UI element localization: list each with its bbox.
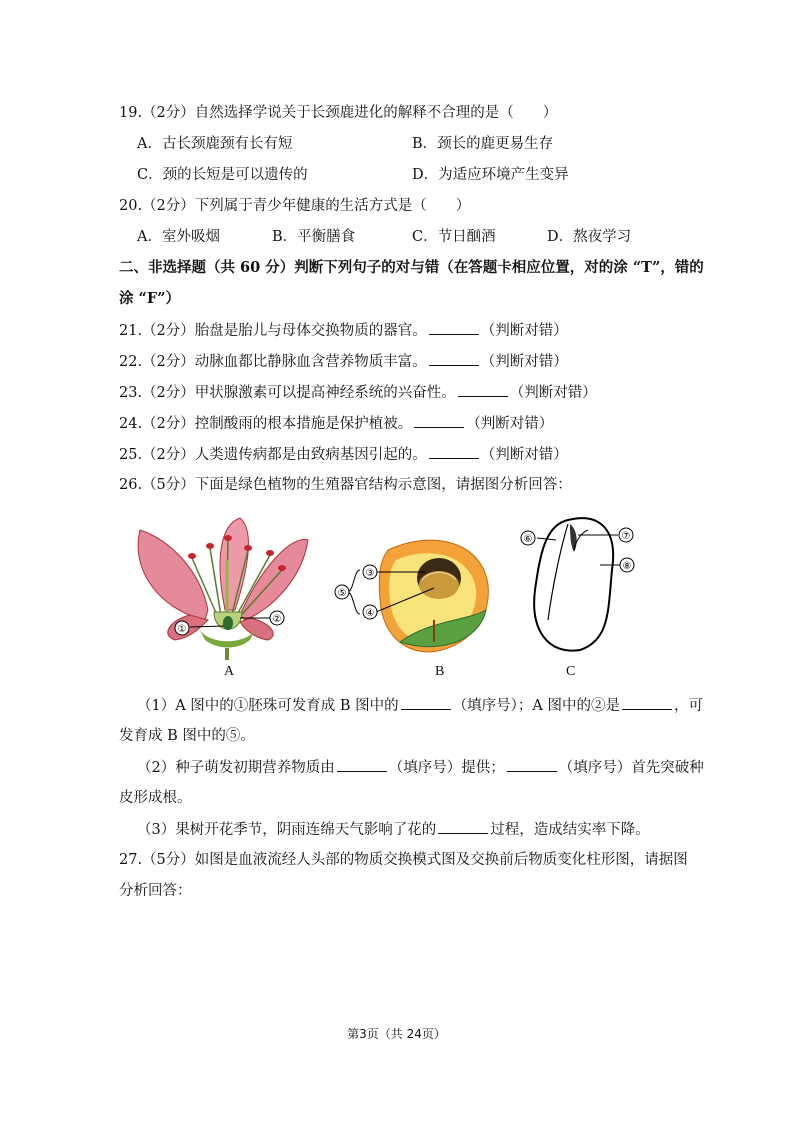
- q26-part1-c: ，可: [674, 698, 704, 714]
- q27-stem-line1: 27.（5分）如图是血液流经人头部的物质交换模式图及交换前后物质变化柱形图，请据图: [119, 852, 688, 868]
- answer-blank: [438, 819, 488, 834]
- q26-part2-a: （2）种子萌发初期营养物质由: [137, 760, 335, 776]
- marker-4: ④: [365, 608, 375, 619]
- q25-suffix: （判断对错）: [480, 447, 568, 463]
- marker-8: ⑧: [622, 561, 632, 572]
- answer-blank: [401, 695, 451, 710]
- q26-part3-b: 过程，造成结实率下降。: [490, 822, 650, 838]
- q26-part1: [137, 695, 703, 716]
- q21: [119, 320, 568, 341]
- q23: [119, 382, 597, 403]
- flower-diagram-a: [138, 518, 308, 660]
- q26-stem: 26.（5分）下面是绿色植物的生殖器官结构示意图，请据图分析回答：: [119, 477, 572, 493]
- q22: [119, 351, 568, 372]
- q21-text: 21.（2分）胎盘是胎儿与母体交换物质的器官。: [119, 323, 427, 339]
- q23-text: 23.（2分）甲状腺激素可以提高神经系统的兴奋性。: [119, 385, 456, 401]
- q26-part3: [137, 819, 650, 840]
- plant-reproductive-organs-figure: [130, 510, 670, 685]
- q26-part1-a: （1）A 图中的①胚珠可发育成 B 图中的: [137, 698, 399, 714]
- marker-6: ⑥: [523, 534, 533, 545]
- page-footer: 第3页（共 24页）: [347, 1027, 446, 1041]
- peach-fruit-diagram-b: [335, 540, 488, 652]
- q26-part2-c: （填序号）首先突破种: [558, 760, 704, 776]
- answer-blank: [458, 382, 508, 397]
- q19-stem: 19.（2分）自然选择学说关于长颈鹿进化的解释不合理的是（ ）: [119, 105, 558, 121]
- figure-label-c: C: [566, 664, 576, 679]
- q20-option-a: A．室外吸烟: [137, 229, 220, 245]
- figure-label-a: A: [224, 664, 235, 679]
- q27-stem-line2: 分析回答：: [119, 883, 192, 899]
- section-heading-line2: 涂 “F”）: [119, 290, 181, 307]
- q26-part1-cont: 发育成 B 图中的⑤。: [119, 728, 255, 744]
- q21-suffix: （判断对错）: [480, 323, 568, 339]
- answer-blank: [429, 444, 479, 459]
- marker-7: ⑦: [621, 531, 631, 542]
- q19-option-c: C．颈的长短是可以遗传的: [137, 167, 308, 183]
- q20-option-d: D．熬夜学习: [547, 229, 632, 245]
- q19-option-a: A．古长颈鹿颈有长有短: [137, 136, 293, 152]
- marker-2: ②: [272, 614, 282, 625]
- answer-blank: [507, 757, 557, 772]
- answer-blank: [429, 351, 479, 366]
- marker-1: ①: [177, 624, 187, 635]
- seed-diagram-c: [521, 518, 634, 650]
- q26-part1-b: （填序号）；A 图中的②是: [452, 698, 621, 714]
- answer-blank: [622, 695, 672, 710]
- q20-option-c: C．节日酗酒: [412, 229, 496, 245]
- q20-stem: 20.（2分）下列属于青少年健康的生活方式是（ ）: [119, 198, 471, 214]
- section-heading-line1: 二、非选择题（共 60 分）判断下列句子的对与错（在答题卡相应位置，对的涂 “T”，错的: [119, 259, 704, 276]
- answer-blank: [414, 413, 464, 428]
- q26-part2: [137, 757, 704, 778]
- answer-blank: [429, 320, 479, 335]
- q20-option-b: B．平衡膳食: [272, 229, 356, 245]
- figure-label-b: B: [435, 664, 445, 679]
- marker-3: ③: [365, 568, 375, 579]
- q26-part2-cont: 皮形成根。: [119, 790, 192, 806]
- q25-text: 25.（2分）人类遗传病都是由致病基因引起的。: [119, 447, 427, 463]
- q24-text: 24.（2分）控制酸雨的根本措施是保护植被。: [119, 416, 413, 432]
- q26-part3-a: （3）果树开花季节，阴雨连绵天气影响了花的: [137, 822, 437, 838]
- q24-suffix: （判断对错）: [466, 416, 554, 432]
- q22-suffix: （判断对错）: [480, 354, 568, 370]
- q19-option-d: D．为适应环境产生变异: [412, 167, 569, 183]
- q24: [119, 413, 553, 434]
- answer-blank: [337, 757, 387, 772]
- q19-option-b: B．颈长的鹿更易生存: [412, 136, 554, 152]
- q25: [119, 444, 568, 465]
- q22-text: 22.（2分）动脉血都比静脉血含营养物质丰富。: [119, 354, 427, 370]
- q26-part2-b: （填序号）提供；: [388, 760, 505, 776]
- q23-suffix: （判断对错）: [509, 385, 597, 401]
- marker-5: ⑤: [337, 588, 347, 599]
